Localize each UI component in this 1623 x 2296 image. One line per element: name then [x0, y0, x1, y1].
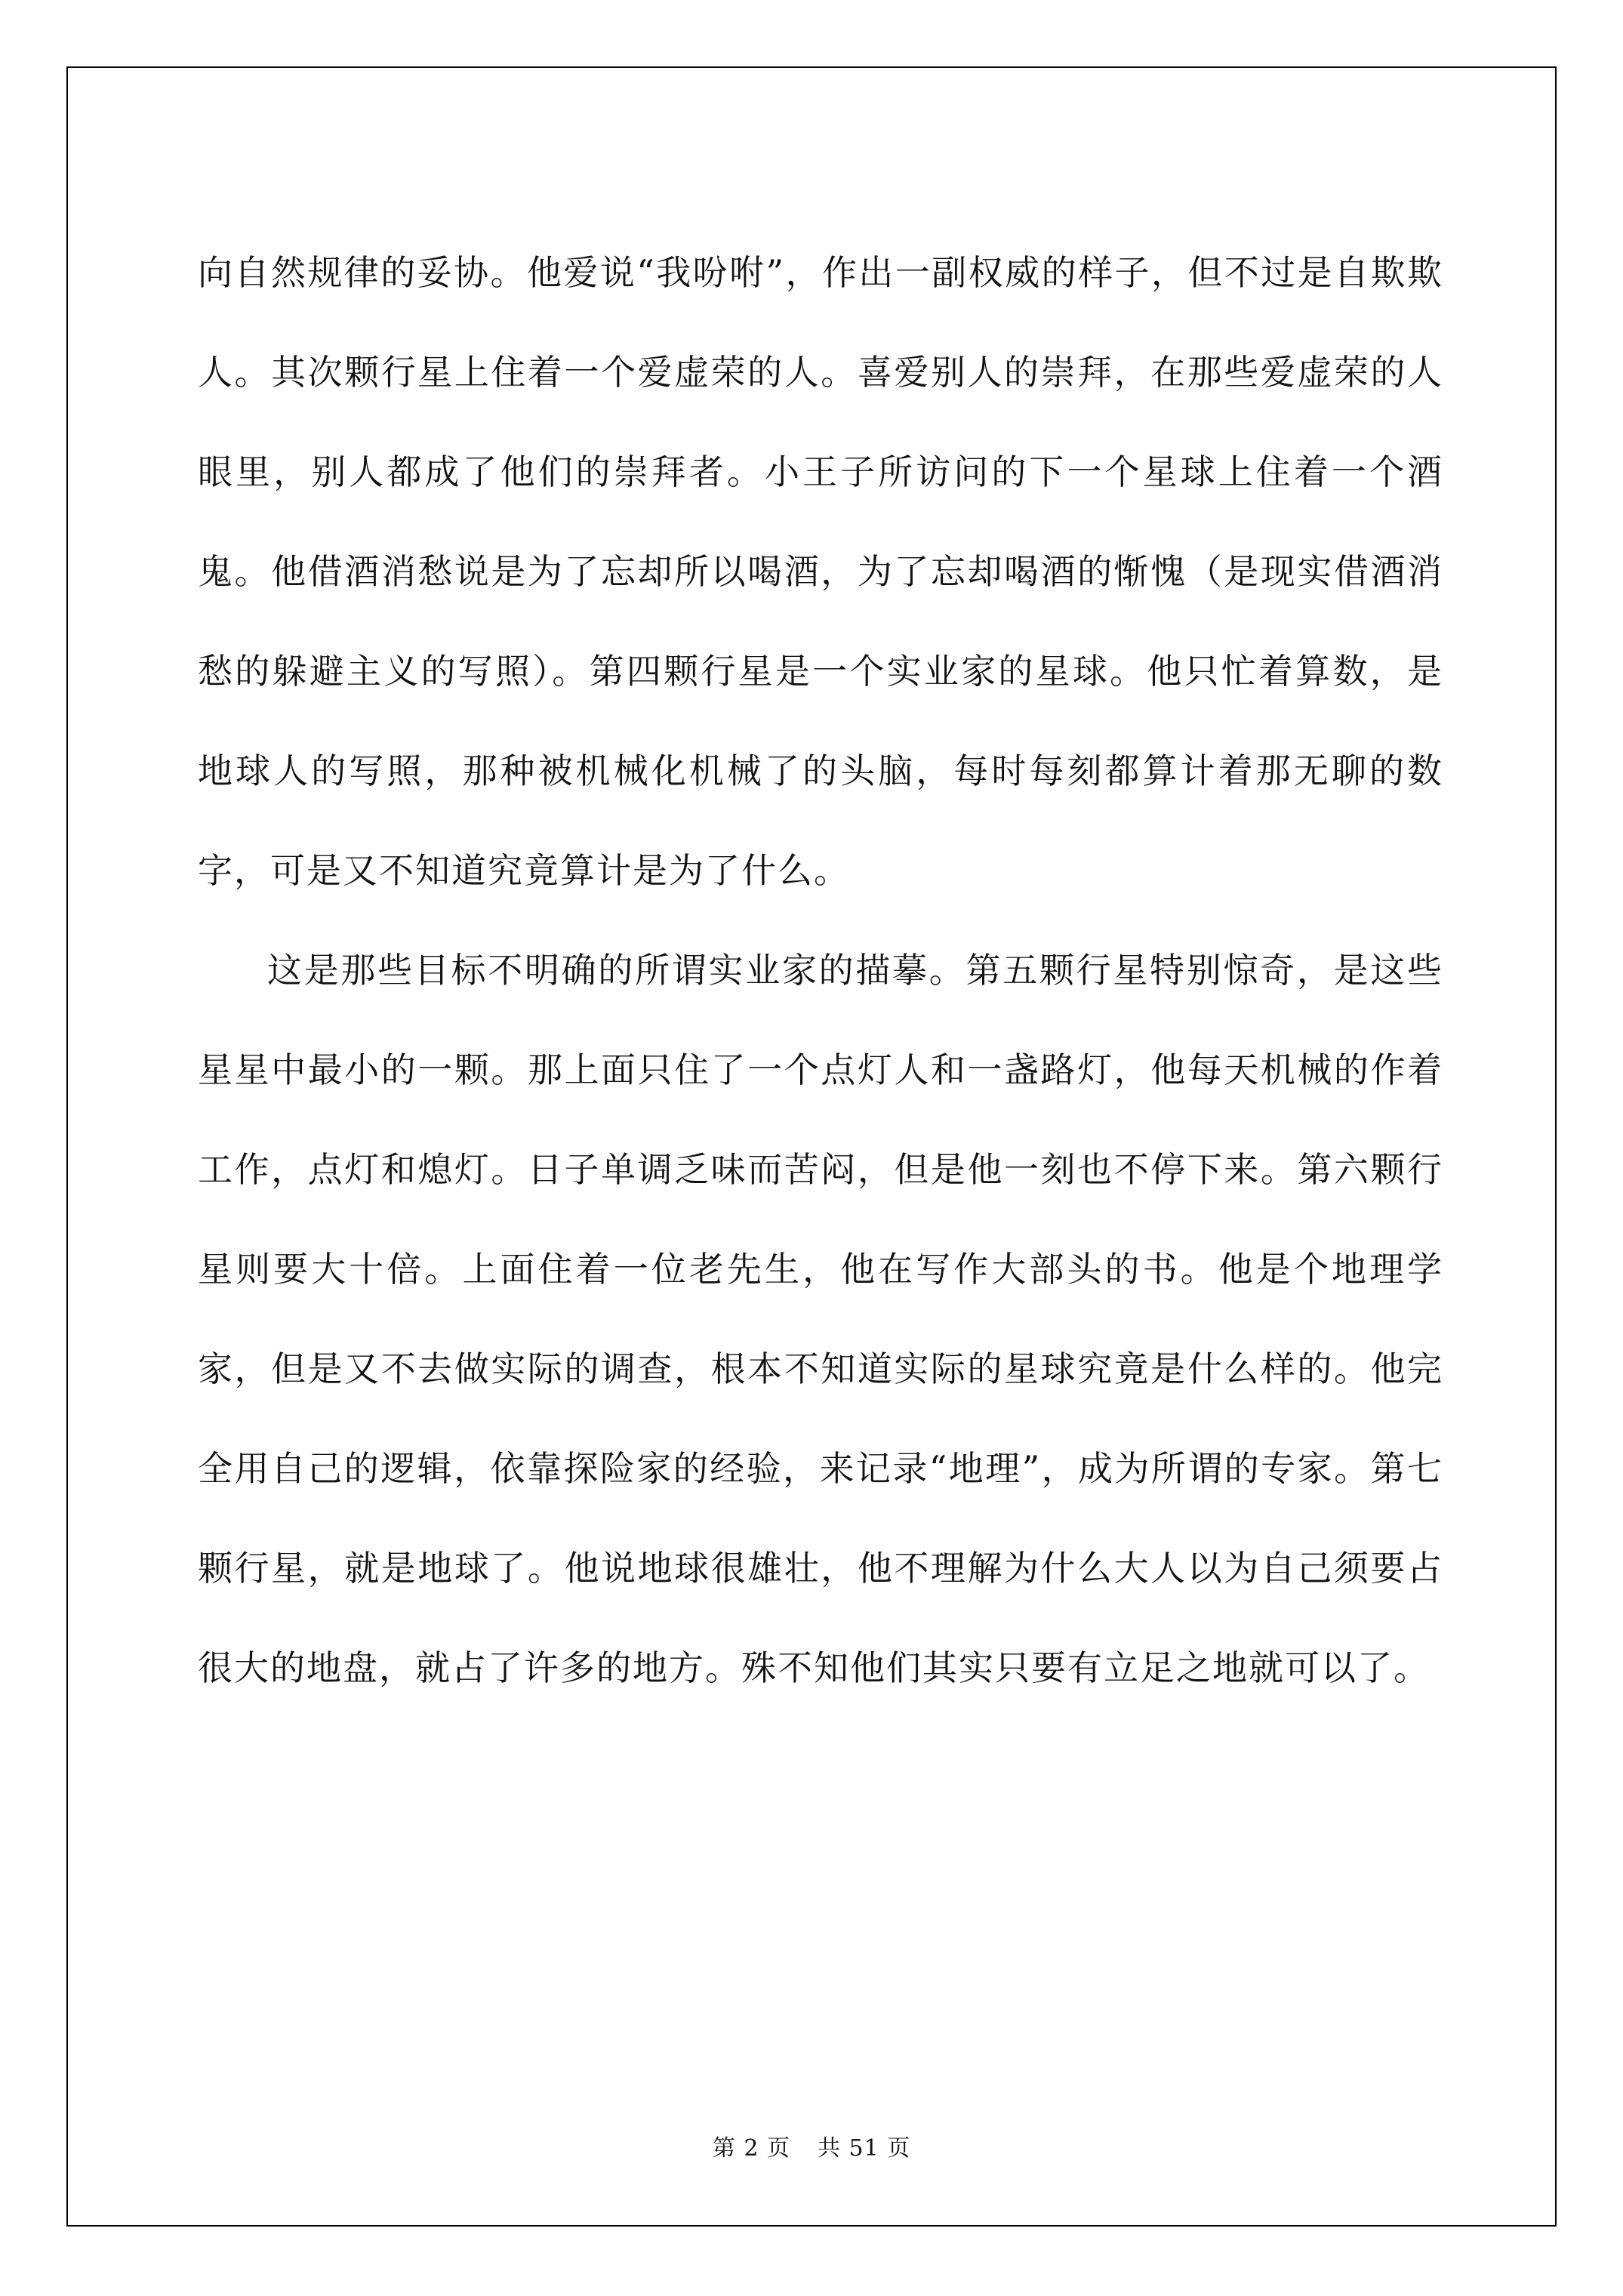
paragraph-planets: 这是那些目标不明确的所谓实业家的描摹。第五颗行星特别惊奇，是这些星星中最小的一颗。那上面只住了一个点灯人和一盏路灯，他每天机械的作着工作，点灯和熄灯。日子单调乏味而苦闷，但是他一刻也不停下来。第六颗行星则要大十倍。上面住着一位老先生，他在写作大部头的书。他是个地理学家，但是又不去做实际的调查，根本不知道实际的星球究竟是什么样的。他完全用自己的逻辑，依靠探险家的经验，来记录“地理”，成为所谓的专家。第七颗行星，就是地球了。他说地球很雄壮，他不理解为什么大人以为自己须要占很大的地盘，就占了许多的地方。殊不知他们其实只要有立足之地就可以了。	[198, 950, 1443, 1688]
page-total: 共 51 页	[817, 2135, 911, 2162]
page-number: 第 2 页	[712, 2135, 790, 2162]
page-footer	[0, 2129, 1623, 2162]
paragraph-continuation: 向自然规律的妥协。他爱说“我吩咐”，作出一副权威的样子，但不过是自欺欺人。其次颗行星上住着一个爱虚荣的人。喜爱别人的崇拜，在那些爱虚荣的人眼里，别人都成了他们的崇拜者。小王子所访问的下一个星球上住着一个酒鬼。他借酒消愁说是为了忘却所以喝酒，为了忘却喝酒的惭愧（是现实借酒消愁的躲避主义的写照）。第四颗行星是一个实业家的星球。他只忙着算数，是地球人的写照，那种被机械化机械了的头脑，每时每刻都算计着那无聊的数字，可是又不知道究竟算计是为了什么。	[198, 252, 1443, 891]
document-body	[198, 223, 1443, 1718]
